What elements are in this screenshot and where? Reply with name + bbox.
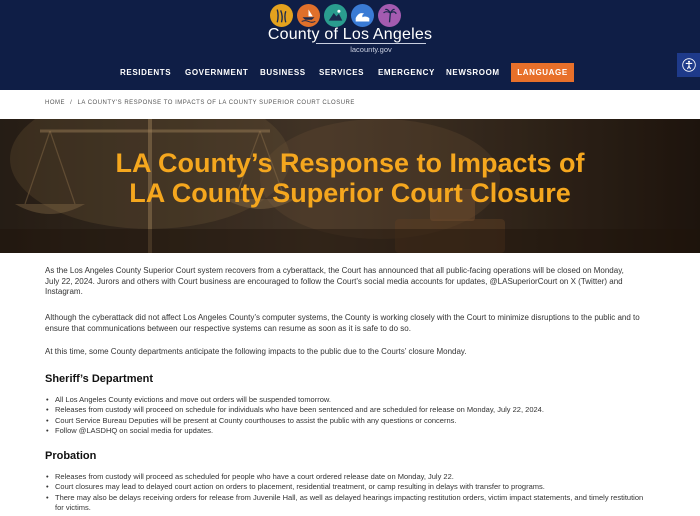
list-item: • Court Service Bureau Deputies will be present at County courthouses to assist the public with any questions or concerns. bbox=[45, 416, 645, 426]
boat-icon bbox=[297, 4, 320, 27]
page-title-line2: LA County Superior Court Closure bbox=[129, 178, 571, 208]
palm-icon bbox=[378, 4, 401, 27]
list-item: • Releases from custody will proceed on schedule for individuals who have been sentenced and are scheduled for release on Monday, July 22, 2024. bbox=[45, 405, 645, 415]
breadcrumb bbox=[0, 90, 700, 119]
accessibility-button[interactable] bbox=[677, 53, 700, 77]
context-paragraph: Although the cyberattack did not affect Los Angeles County’s computer systems, the County is working closely with the Court to minimize disruptions to the public and to ensure that communications between our respective systems can resume as soon as it is safe to do so. bbox=[45, 313, 640, 333]
county-url: lacounty.gov bbox=[316, 43, 426, 54]
breadcrumb-home[interactable]: HOME bbox=[45, 100, 65, 106]
kelp-icon bbox=[270, 4, 293, 27]
page-title bbox=[0, 148, 700, 208]
list-item: • Follow @LASDHQ on social media for updates. bbox=[45, 426, 645, 436]
section-heading-sheriff: Sheriff’s Department bbox=[45, 373, 153, 385]
probation-impacts-list bbox=[45, 472, 645, 513]
site-header bbox=[0, 0, 700, 90]
list-item: • Court closures may lead to delayed court action on orders to placement, residential treatment, or camp resulting in delays with transfer to programs. bbox=[45, 482, 645, 492]
page-title-line1: LA County’s Response to Impacts of bbox=[115, 148, 585, 178]
list-item: • Releases from custody will proceed as scheduled for people who have a court ordered release date on Monday, July 22. bbox=[45, 472, 645, 482]
county-name[interactable]: County of Los Angeles bbox=[267, 26, 433, 43]
wave-icon bbox=[351, 4, 374, 27]
language-button[interactable]: LANGUAGE bbox=[511, 63, 574, 82]
section-heading-probation: Probation bbox=[45, 450, 97, 462]
breadcrumb-separator: / bbox=[70, 100, 73, 106]
mountain-icon bbox=[324, 4, 347, 27]
sheriff-impacts-list bbox=[45, 395, 645, 436]
breadcrumb-current: LA COUNTY'S RESPONSE TO IMPACTS OF LA COUNTY SUPERIOR COURT CLOSURE bbox=[77, 100, 355, 106]
accessibility-icon bbox=[682, 58, 696, 72]
nav-government[interactable]: GOVERNMENT bbox=[185, 68, 249, 77]
nav-emergency[interactable]: EMERGENCY bbox=[378, 68, 435, 77]
main-nav bbox=[0, 63, 700, 83]
nav-newsroom[interactable]: NEWSROOM bbox=[446, 68, 500, 77]
nav-services[interactable]: SERVICES bbox=[319, 68, 365, 77]
list-item: • All Los Angeles County evictions and move out orders will be suspended tomorrow. bbox=[45, 395, 645, 405]
hero-banner bbox=[0, 119, 700, 253]
nav-residents[interactable]: RESIDENTS bbox=[120, 68, 172, 77]
intro-paragraph: As the Los Angeles County Superior Court system recovers from a cyberattack, the Court has announced that all public-facing operations will be closed on Monday, July 22, 2024. Jurors and others with Court business are encouraged to follow the Court’s social media accounts for updates, @LASuperiorCourt on X (Twitter) and Instagram. bbox=[45, 266, 624, 296]
nav-business[interactable]: BUSINESS bbox=[260, 68, 306, 77]
county-logo[interactable] bbox=[270, 4, 401, 27]
impacts-paragraph: At this time, some County departments anticipate the following impacts to the public due to the Courts’ closure Monday. bbox=[45, 347, 467, 356]
list-item: • There may also be delays receiving orders for release from Juvenile Hall, as well as delayed hearings impacting restitution orders, victim impact statements, and timely restitution for victims. bbox=[45, 493, 645, 514]
